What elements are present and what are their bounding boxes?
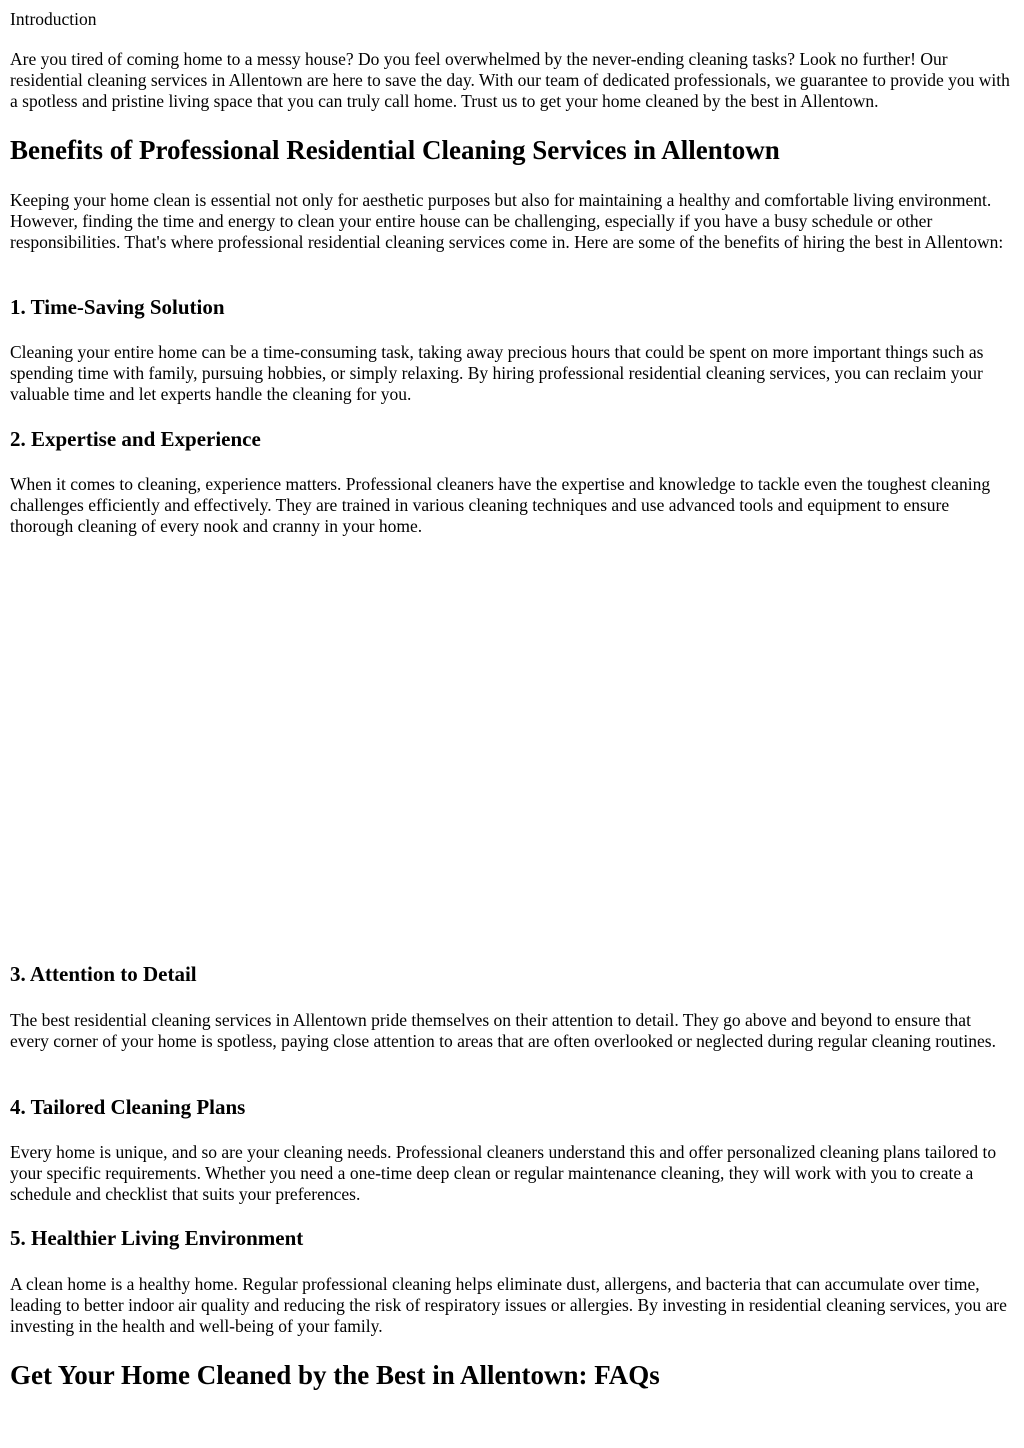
intro-label: Introduction <box>10 9 97 29</box>
benefit-3-text: The best residential cleaning services in Allentown pride themselves on their attention to detail. They go above and beyond to ensure that every corner of your home is spotless, paying close attention to areas that are often overlooked or neglected during regular cleaning routines. <box>10 1010 996 1051</box>
benefit-2-text: When it comes to cleaning, experience matters. Professional cleaners have the expertise and knowledge to tackle even the toughest cleaning challenges efficiently and effectively. They are trained in various cleaning techniques and use advanced tools and equipment to ensure thorough cleaning of every nook and cranny in your home. <box>10 474 991 536</box>
benefit-1-text: Cleaning your entire home can be a time-consuming task, taking away precious hours that could be spent on more important things such as spending time with family, pursuing hobbies, or simply relaxing. By hiring professional residential cleaning services, you can reclaim your valuable time and let experts handle the cleaning for you. <box>10 342 984 404</box>
faqs-heading: Get Your Home Cleaned by the Best in Allentown: FAQs <box>10 1360 660 1390</box>
benefit-4-text: Every home is unique, and so are your cleaning needs. Professional cleaners understand this and offer personalized cleaning plans tailored to your specific requirements. Whether you need a one-time deep clean or regular maintenance cleaning, they will work with you to create a schedule and checklist that suits your preferences. <box>10 1142 997 1204</box>
benefit-4-title: 4. Tailored Cleaning Plans <box>10 1095 246 1119</box>
benefits-paragraph: Keeping your home clean is essential not only for aesthetic purposes but also for maintaining a healthy and comfortable living environment. However, finding the time and energy to clean your entire house can be challenging, especially if you have a busy schedule or other responsibilities. That's where professional residential cleaning services come in. Here are some of the benefits of hiring the best in Allentown: <box>10 190 1004 252</box>
benefit-5-text: A clean home is a healthy home. Regular professional cleaning helps eliminate dust, allergens, and bacteria that can accumulate over time, leading to better indoor air quality and reducing the risk of respiratory issues or allergies. By investing in residential cleaning services, you are investing in the health and well-being of your family. <box>10 1274 1007 1336</box>
intro-paragraph: Are you tired of coming home to a messy house? Do you feel overwhelmed by the never-ending cleaning tasks? Look no further! Our residential cleaning services in Allentown are here to save the day. With our team of dedicated professionals, we guarantee to provide you with a spotless and pristine living space that you can truly call home. Trust us to get your home cleaned by the best in Allentown. <box>10 49 1010 111</box>
benefit-5-title: 5. Healthier Living Environment <box>10 1226 304 1250</box>
blank-space <box>10 545 1010 955</box>
benefit-3-title: 3. Attention to Detail <box>10 962 197 986</box>
benefits-heading: Benefits of Professional Residential Cleaning Services in Allentown <box>10 135 780 165</box>
benefit-1-title: 1. Time-Saving Solution <box>10 295 225 319</box>
benefit-2-title: 2. Expertise and Experience <box>10 427 261 451</box>
